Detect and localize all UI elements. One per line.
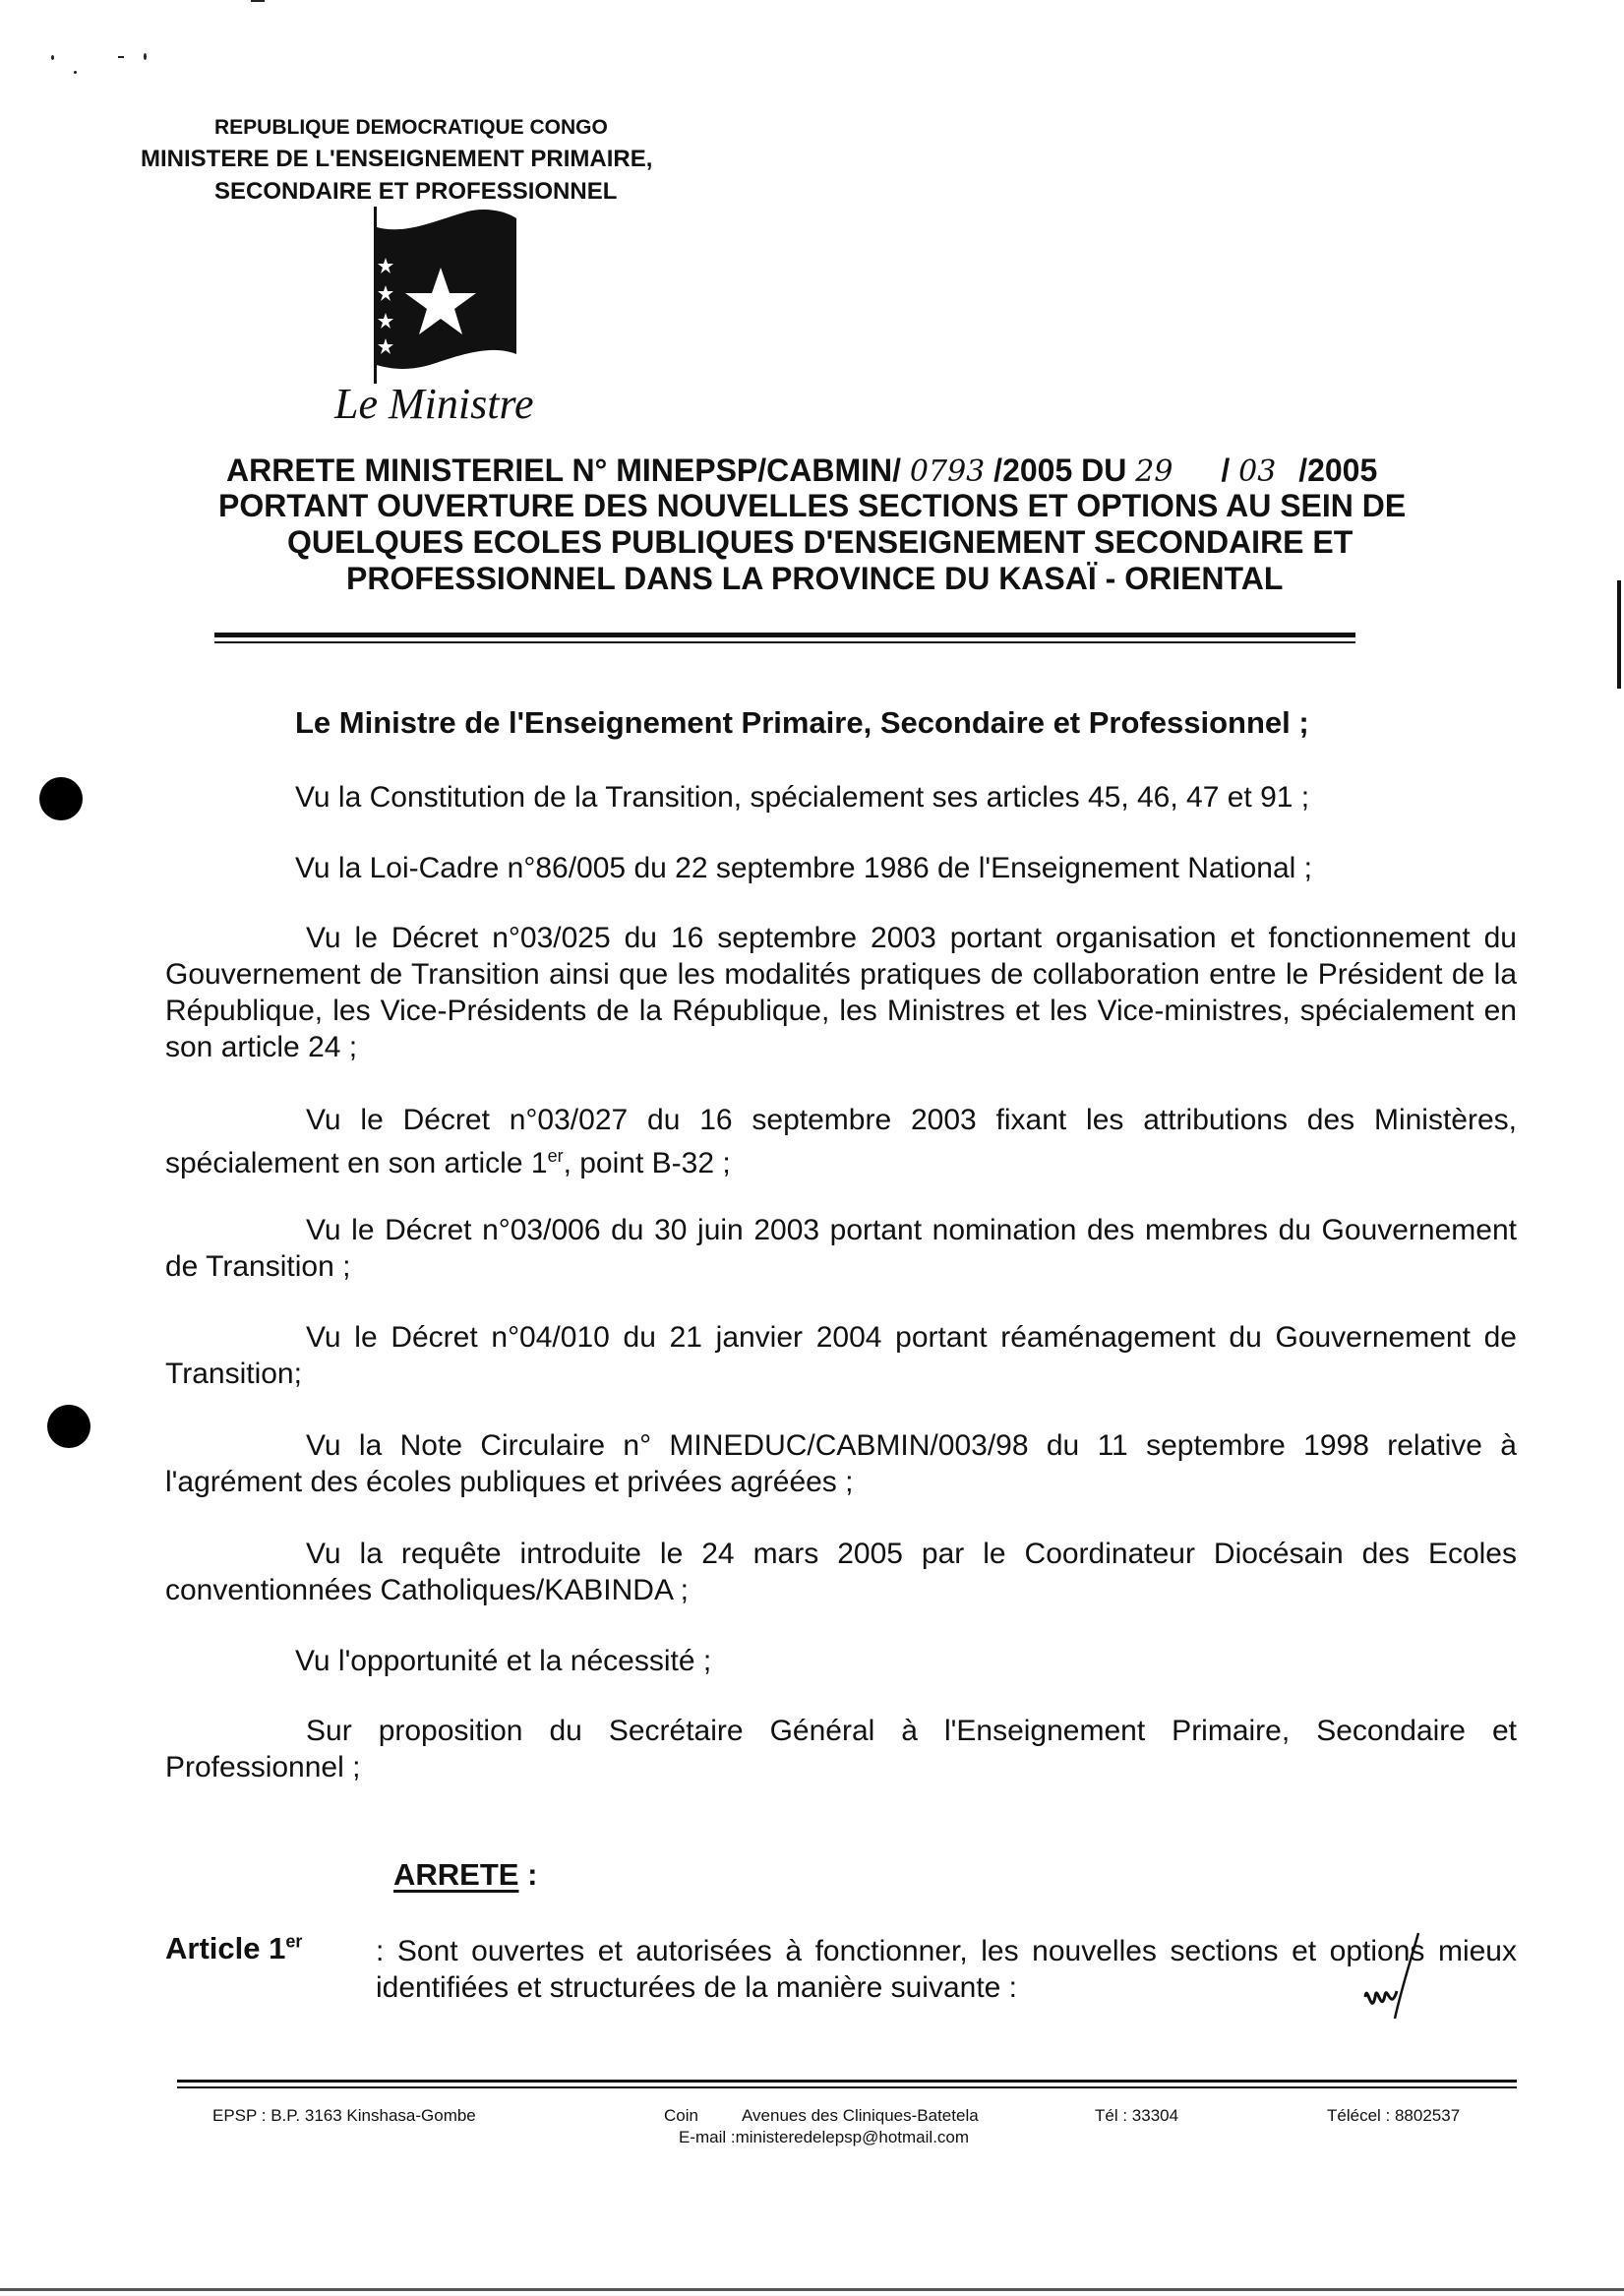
date-separator: / [1221, 453, 1231, 488]
arrete-heading [393, 1857, 537, 1893]
decree-number-prefix: ARRETE MINISTERIEL N° MINEPSP/CABMIN/ [226, 453, 902, 488]
decree-year-prefix: /2005 DU [993, 453, 1127, 488]
considerant-constitution: Vu la Constitution de la Transition, spécialement ses articles 45, 46, 47 et 91 ; [295, 781, 1310, 814]
footer-divider-thin [177, 2086, 1517, 2088]
footer-tel: Tél : 33304 [1095, 2106, 1179, 2125]
decree-title-line4: PROFESSIONNEL DANS LA PROVINCE DU KASAÏ - ORIENTAL [346, 561, 1284, 596]
ministry-name-line2: SECONDAIRE ET PROFESSIONNEL [214, 178, 618, 205]
scan-speck [251, 0, 265, 2]
considerant-opportunite: Vu l'opportunité et la nécessité ; [295, 1645, 712, 1677]
signatory-title: Le Ministre [334, 380, 534, 428]
article-1-text: : Sont ouvertes et autorisées à fonctionner, les nouvelles sections et options mieux identifiées et structurées de la manière suivante : [376, 1935, 1517, 2004]
scan-edge-mark [1617, 580, 1621, 689]
considerant-decret-03-027 [165, 1102, 1517, 1181]
title-divider-thin [214, 641, 1355, 643]
considerant-requete: Vu la requête introduite le 24 mars 2005 par le Coordinateur Diocésain des Ecoles conventionnées Catholiques/KABINDA ; [165, 1538, 1517, 1606]
considerant-decret-04-010: Vu le Décret n°04/010 du 21 janvier 2004 portant réaménagement du Gouvernement de Transition; [165, 1321, 1517, 1390]
considerant-proposition: Sur proposition du Secrétaire Général à l'Enseignement Primaire, Secondaire et Professionnel ; [165, 1715, 1517, 1783]
decree-title-line2: PORTANT OUVERTURE DES NOUVELLES SECTIONS ET OPTIONS AU SEIN DE [218, 488, 1407, 523]
superscript: er [547, 1146, 564, 1166]
decree-year: /2005 [1298, 453, 1378, 488]
arrete-label: ARRETE [393, 1857, 519, 1892]
republic-name: REPUBLIQUE DEMOCRATIQUE CONGO [214, 116, 608, 139]
superscript: er [285, 1931, 303, 1952]
handwritten-day: 29 [1135, 454, 1173, 489]
ministry-name-line1: MINISTERE DE L'ENSEIGNEMENT PRIMAIRE, [141, 146, 653, 172]
decree-title-line1 [226, 453, 1377, 489]
considerant-decret-03-025: Vu le Décret n°03/025 du 16 septembre 2003 portant organisation et fonctionnement du Gouvernement de Transition ainsi que les modalités pratiques de collaboration entre le Président de la République, les Vice-Présidents de la République, les Ministres et les Vice-ministres, spécialement en son article 24 ; [165, 922, 1517, 1063]
title-divider [214, 633, 1355, 637]
footer-address: EPSP : B.P. 3163 Kinshasa-Gombe [212, 2106, 476, 2125]
handwritten-initials [1357, 1928, 1426, 2026]
footer-email: E-mail :ministeredelepsp@hotmail.com [679, 2128, 970, 2146]
scan-bottom-edge [0, 2288, 1624, 2291]
footer-corner: Coin [664, 2106, 698, 2125]
footer-avenues: Avenues des Cliniques-Batetela [742, 2106, 979, 2125]
footer-telecel: Télécel : 8802537 [1327, 2106, 1461, 2125]
handwritten-decree-number: 0793 [909, 454, 986, 489]
scan-speck [144, 53, 147, 60]
scan-speck [118, 56, 124, 58]
decree-title-line3: QUELQUES ECOLES PUBLIQUES D'ENSEIGNEMENT SECONDAIRE ET [287, 524, 1353, 560]
considerant-decret-03-027-end: , point B-32 ; [563, 1147, 731, 1179]
article-1-label [165, 1931, 302, 1966]
considerant-loi-cadre: Vu la Loi-Cadre n°86/005 du 22 septembre 1986 de l'Enseignement National ; [295, 852, 1312, 884]
minister-heading: Le Ministre de l'Enseignement Primaire, Secondaire et Professionnel ; [295, 705, 1309, 740]
considerant-decret-03-027-text: Vu le Décret n°03/027 du 16 septembre 2003 fixant les attributions des Ministères, spécialement en son article 1 [165, 1104, 1517, 1179]
article-label-text: Article 1 [165, 1931, 286, 1965]
arrete-colon: : [518, 1857, 538, 1892]
flag-emblem-icon [374, 207, 521, 384]
scan-speck [51, 55, 54, 60]
punch-hole-mark [39, 777, 83, 820]
punch-hole-mark [47, 1405, 90, 1448]
considerant-note-circulaire: Vu la Note Circulaire n° MINEDUC/CABMIN/003/98 du 11 septembre 1998 relative à l'agrément des écoles publiques et privées agréées ; [165, 1429, 1517, 1498]
footer-divider [177, 2080, 1517, 2083]
handwritten-month: 03 [1238, 454, 1277, 489]
considerant-decret-03-006: Vu le Décret n°03/006 du 30 juin 2003 portant nomination des membres du Gouvernement de Transition ; [165, 1214, 1517, 1283]
scan-speck [74, 71, 77, 74]
